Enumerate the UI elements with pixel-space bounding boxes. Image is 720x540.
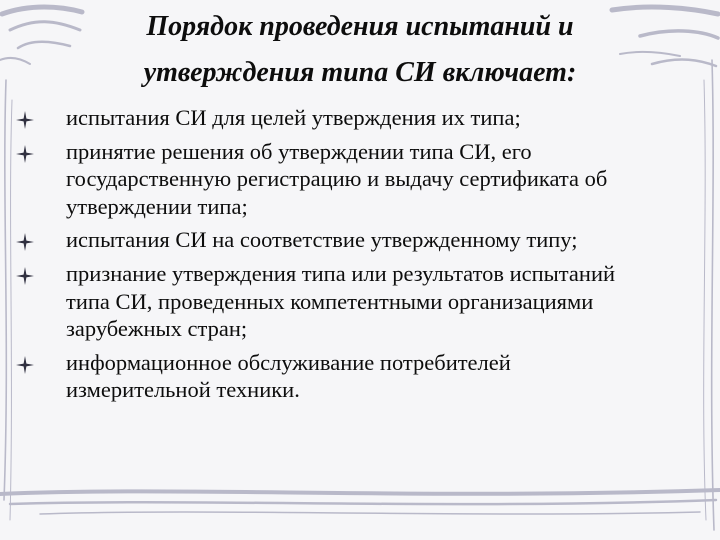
stroke-left-2	[10, 100, 12, 520]
sparkle-icon	[16, 267, 34, 285]
bullet-text: принятие решения об утверждении типа СИ, его государственную регистрацию и выдачу сертификата об утверждении типа;	[66, 138, 608, 219]
stroke-right-2	[704, 80, 706, 520]
bullet-text: испытания СИ на соответствие утвержденному типу;	[66, 227, 578, 253]
slide-title	[60, 4, 660, 96]
bullet-item	[14, 226, 654, 254]
stroke-right-1	[712, 60, 714, 530]
bullet-text: признание утверждения типа или результатов испытаний типа СИ, проведенных компетентными организациями зарубежных стран;	[66, 260, 616, 342]
stroke-top-left-4	[0, 58, 30, 64]
title-line-1: Порядок проведения испытаний и	[146, 11, 574, 42]
stroke-top-right-3	[652, 60, 716, 66]
bullet-text: информационное обслуживание потребителей измерительной техники.	[66, 349, 511, 403]
bullet-item	[14, 260, 654, 343]
sparkle-icon	[16, 233, 34, 251]
stroke-bottom-2	[10, 500, 716, 504]
bullet-list	[14, 104, 654, 410]
stroke-bottom-1	[0, 490, 720, 494]
sparkle-icon	[16, 145, 34, 163]
bullet-item	[14, 138, 654, 221]
bullet-item	[14, 104, 654, 132]
stroke-left-1	[4, 80, 6, 500]
bullet-item	[14, 349, 654, 404]
stroke-bottom-3	[40, 512, 700, 514]
bullet-text: испытания СИ для целей утверждения их типа;	[66, 105, 521, 130]
sparkle-icon	[16, 111, 34, 129]
title-line-2: утверждения типа СИ включает:	[143, 57, 577, 88]
sparkle-icon	[16, 356, 34, 374]
